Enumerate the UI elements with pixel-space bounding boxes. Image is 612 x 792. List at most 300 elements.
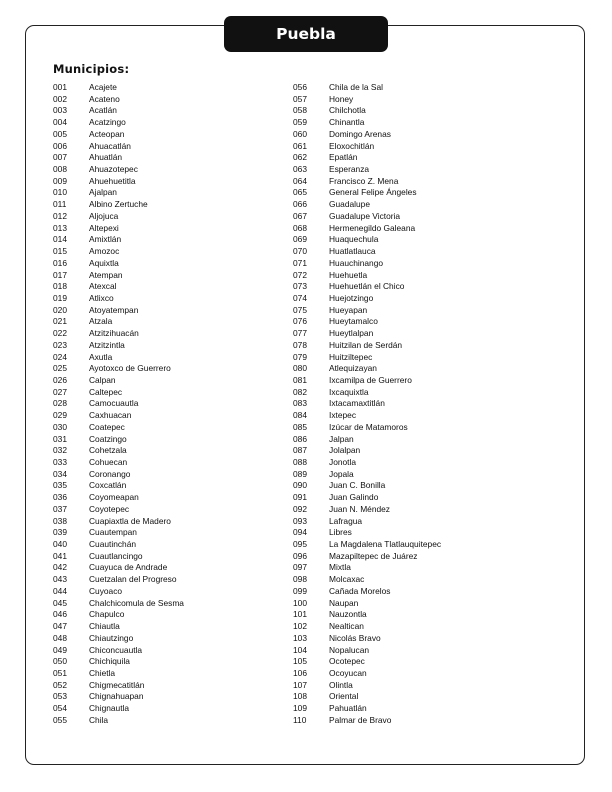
municipio-name: Naupan — [329, 597, 359, 608]
list-item — [53, 176, 278, 188]
list-item — [53, 504, 278, 516]
list-item — [293, 715, 563, 727]
municipio-code: 107 — [293, 679, 307, 690]
municipio-name: Cañada Morelos — [329, 585, 391, 596]
list-item — [53, 234, 278, 246]
list-item — [53, 387, 278, 399]
municipio-code: 086 — [293, 433, 307, 444]
municipio-code: 034 — [53, 468, 67, 479]
municipio-code: 104 — [293, 644, 307, 655]
list-item — [53, 316, 278, 328]
municipio-code: 063 — [293, 164, 307, 175]
municipio-name: Olintla — [329, 679, 353, 690]
list-item — [53, 480, 278, 492]
municipio-code: 005 — [53, 128, 67, 139]
municipio-code: 041 — [53, 550, 67, 561]
municipio-name: Nicolás Bravo — [329, 632, 381, 643]
municipio-name: Jolalpan — [329, 445, 361, 456]
municipio-name: Coronango — [89, 468, 131, 479]
municipio-code: 056 — [293, 82, 307, 92]
municipio-name: Amixtlán — [89, 234, 122, 245]
list-item — [53, 211, 278, 223]
municipio-name: Amozoc — [89, 246, 120, 257]
municipio-name: Atzitzintla — [89, 339, 125, 350]
list-item — [293, 516, 563, 528]
list-item — [53, 457, 278, 469]
municipio-code: 025 — [53, 363, 67, 374]
municipio-code: 106 — [293, 667, 307, 678]
municipio-code: 008 — [53, 164, 67, 175]
municipio-code: 057 — [293, 93, 307, 104]
municipio-name: Izúcar de Matamoros — [329, 421, 408, 432]
municipio-code: 053 — [53, 691, 67, 702]
list-item — [293, 656, 563, 668]
list-item — [293, 246, 563, 258]
list-item — [293, 187, 563, 199]
municipio-code: 075 — [293, 304, 307, 315]
list-item — [53, 598, 278, 610]
list-item — [53, 703, 278, 715]
list-item — [53, 328, 278, 340]
list-item — [293, 270, 563, 282]
municipio-name: Huatlatlauca — [329, 246, 376, 257]
municipio-code: 051 — [53, 667, 67, 678]
municipio-name: Hueyapan — [329, 304, 368, 315]
municipio-name: Acajete — [89, 82, 117, 92]
municipio-code: 072 — [293, 269, 307, 280]
list-item — [53, 246, 278, 258]
municipio-code: 066 — [293, 199, 307, 210]
municipio-code: 062 — [293, 152, 307, 163]
municipio-code: 031 — [53, 433, 67, 444]
list-item — [53, 82, 278, 94]
list-item — [293, 281, 563, 293]
municipio-name: Guadalupe Victoria — [329, 210, 401, 221]
municipio-name: Ocotepec — [329, 656, 365, 667]
municipio-code: 103 — [293, 632, 307, 643]
municipio-name: Ixcaquixtla — [329, 386, 369, 397]
list-item — [293, 129, 563, 141]
municipio-name: Ixtepec — [329, 410, 357, 421]
municipio-code: 087 — [293, 445, 307, 456]
municipio-code: 043 — [53, 574, 67, 585]
municipio-code: 026 — [53, 374, 67, 385]
municipio-code: 085 — [293, 421, 307, 432]
list-item — [293, 176, 563, 188]
municipio-name: Cuautinchán — [89, 539, 137, 550]
list-item — [293, 492, 563, 504]
list-item — [53, 668, 278, 680]
municipio-name: Atzitzihuacán — [89, 328, 139, 339]
municipio-code: 050 — [53, 656, 67, 667]
list-item — [53, 656, 278, 668]
list-item — [53, 574, 278, 586]
list-item — [293, 586, 563, 598]
municipio-code: 064 — [293, 175, 307, 186]
municipio-code: 042 — [53, 562, 67, 573]
list-item — [293, 434, 563, 446]
list-item — [53, 562, 278, 574]
municipio-code: 065 — [293, 187, 307, 198]
municipio-name: Guadalupe — [329, 199, 370, 210]
list-item — [293, 352, 563, 364]
municipio-code: 027 — [53, 386, 67, 397]
municipio-name: Oriental — [329, 691, 359, 702]
list-item — [293, 621, 563, 633]
list-item — [53, 281, 278, 293]
municipio-name: Cohuecan — [89, 457, 128, 467]
list-item — [293, 340, 563, 352]
municipio-code: 058 — [293, 105, 307, 116]
municipio-code: 078 — [293, 339, 307, 350]
municipio-code: 040 — [53, 539, 67, 550]
list-item — [53, 715, 278, 727]
list-item — [293, 82, 563, 94]
municipio-name: Nealtican — [329, 621, 364, 632]
list-item — [53, 586, 278, 598]
municipio-code: 048 — [53, 632, 67, 643]
list-item — [53, 305, 278, 317]
municipio-name: Acteopan — [89, 128, 125, 139]
list-item — [53, 633, 278, 645]
list-item — [293, 234, 563, 246]
list-item — [53, 691, 278, 703]
list-item — [293, 633, 563, 645]
municipio-name: Chiautzingo — [89, 632, 134, 643]
municipio-code: 083 — [293, 398, 307, 409]
municipio-name: Huehuetla — [329, 269, 368, 280]
list-item — [293, 445, 563, 457]
municipio-name: Nauzontla — [329, 609, 367, 620]
list-item — [293, 105, 563, 117]
list-item — [293, 387, 563, 399]
list-item — [53, 340, 278, 352]
municipio-code: 079 — [293, 351, 307, 362]
list-item — [53, 445, 278, 457]
municipio-name: Coatepec — [89, 421, 125, 432]
municipio-code: 001 — [53, 82, 67, 92]
municipio-name: Eloxochitlán — [329, 140, 375, 151]
municipio-code: 097 — [293, 562, 307, 573]
municipio-name: Huejotzingo — [329, 292, 374, 303]
municipio-name: Jonotla — [329, 457, 357, 467]
list-item — [53, 187, 278, 199]
municipio-name: Acateno — [89, 93, 120, 104]
municipio-name: Huehuetlán el Chico — [329, 281, 405, 292]
municipio-code: 076 — [293, 316, 307, 327]
municipio-code: 101 — [293, 609, 307, 620]
list-item — [53, 609, 278, 621]
municipio-name: Jalpan — [329, 433, 354, 444]
municipio-code: 024 — [53, 351, 67, 362]
list-item — [53, 141, 278, 153]
list-item — [293, 527, 563, 539]
list-item — [293, 480, 563, 492]
list-item — [293, 668, 563, 680]
municipio-code: 052 — [53, 679, 67, 690]
municipio-code: 090 — [293, 480, 307, 491]
municipio-name: Pahuatlán — [329, 703, 367, 714]
municipio-code: 061 — [293, 140, 307, 151]
list-item — [53, 492, 278, 504]
municipio-name: Mazapiltepec de Juárez — [329, 550, 418, 561]
list-item — [53, 293, 278, 305]
list-item — [293, 469, 563, 481]
municipio-code: 019 — [53, 292, 67, 303]
municipio-name: Jopala — [329, 468, 354, 479]
municipio-code: 095 — [293, 539, 307, 550]
municipio-code: 002 — [53, 93, 67, 104]
list-item — [53, 551, 278, 563]
municipio-code: 020 — [53, 304, 67, 315]
municipio-name: Molcaxac — [329, 574, 365, 585]
municipio-name: Acatzingo — [89, 117, 126, 128]
list-item — [293, 504, 563, 516]
municipio-list-left — [53, 82, 278, 727]
municipio-code: 080 — [293, 363, 307, 374]
municipio-name: Chila — [89, 714, 109, 725]
municipio-name: Coxcatlán — [89, 480, 127, 491]
list-item — [53, 645, 278, 657]
municipio-name: Chiconcuautla — [89, 644, 143, 655]
municipio-name: Huaquechula — [329, 234, 379, 245]
list-item — [53, 129, 278, 141]
municipio-name: Cuautlancingo — [89, 550, 143, 561]
municipio-code: 068 — [293, 222, 307, 233]
municipio-name: Aquixtla — [89, 257, 119, 268]
municipio-name: Albino Zertuche — [89, 199, 148, 210]
municipio-code: 018 — [53, 281, 67, 292]
municipio-code: 009 — [53, 175, 67, 186]
list-item — [293, 141, 563, 153]
municipio-code: 055 — [53, 714, 67, 725]
list-item — [53, 363, 278, 375]
municipio-name: General Felipe Ángeles — [329, 187, 417, 198]
municipio-name: Hueytlalpan — [329, 328, 374, 339]
municipio-name: Chignautla — [89, 703, 130, 714]
municipio-code: 049 — [53, 644, 67, 655]
municipio-code: 089 — [293, 468, 307, 479]
municipio-name: Chignahuapan — [89, 691, 144, 702]
municipio-name: Acatlán — [89, 105, 117, 116]
municipio-name: Cuapiaxtla de Madero — [89, 515, 171, 526]
list-item — [293, 457, 563, 469]
municipio-code: 096 — [293, 550, 307, 561]
municipio-code: 004 — [53, 117, 67, 128]
list-item — [53, 422, 278, 434]
municipio-name: Atzala — [89, 316, 113, 327]
municipio-code: 077 — [293, 328, 307, 339]
list-item — [53, 270, 278, 282]
municipio-name: Ajalpan — [89, 187, 117, 198]
municipio-code: 074 — [293, 292, 307, 303]
municipio-code: 067 — [293, 210, 307, 221]
list-item — [53, 539, 278, 551]
municipio-name: Mixtla — [329, 562, 351, 573]
municipio-name: Palmar de Bravo — [329, 714, 392, 725]
municipio-code: 088 — [293, 457, 307, 467]
municipio-name: Cohetzala — [89, 445, 127, 456]
municipio-code: 017 — [53, 269, 67, 280]
list-item — [293, 645, 563, 657]
municipio-code: 092 — [293, 503, 307, 514]
municipio-name: Caxhuacan — [89, 410, 132, 421]
municipio-name: Ahuacatlán — [89, 140, 131, 151]
list-item — [293, 574, 563, 586]
municipio-code: 091 — [293, 492, 307, 503]
list-item — [293, 363, 563, 375]
municipio-name: Caltepec — [89, 386, 123, 397]
municipio-code: 035 — [53, 480, 67, 491]
municipio-name: Juan N. Méndez — [329, 503, 390, 514]
municipio-name: Ahuazotepec — [89, 164, 138, 175]
municipio-name: Nopalucan — [329, 644, 370, 655]
municipio-name: Chigmecatitlán — [89, 679, 145, 690]
municipio-name: Lafragua — [329, 515, 363, 526]
municipio-code: 071 — [293, 257, 307, 268]
municipio-code: 054 — [53, 703, 67, 714]
municipio-name: Hueytamalco — [329, 316, 378, 327]
municipio-name: Honey — [329, 93, 354, 104]
municipio-name: Huitziltepec — [329, 351, 373, 362]
municipio-name: Domingo Arenas — [329, 128, 391, 139]
municipio-name: Atoyatempan — [89, 304, 139, 315]
list-item — [293, 316, 563, 328]
list-item — [293, 703, 563, 715]
list-item — [53, 375, 278, 387]
municipio-code: 081 — [293, 374, 307, 385]
municipio-code: 046 — [53, 609, 67, 620]
municipio-code: 059 — [293, 117, 307, 128]
list-item — [53, 621, 278, 633]
list-item — [293, 152, 563, 164]
municipio-name: La Magdalena Tlatlauquitepec — [329, 539, 442, 550]
municipio-name: Aljojuca — [89, 210, 119, 221]
municipio-code: 028 — [53, 398, 67, 409]
municipio-code: 007 — [53, 152, 67, 163]
municipio-name: Coyotepec — [89, 503, 130, 514]
list-item — [53, 164, 278, 176]
list-item — [53, 398, 278, 410]
municipio-code: 109 — [293, 703, 307, 714]
list-item — [293, 410, 563, 422]
list-item — [293, 598, 563, 610]
municipio-code: 010 — [53, 187, 67, 198]
page-title-tab — [224, 16, 388, 52]
list-item — [53, 223, 278, 235]
municipio-code: 044 — [53, 585, 67, 596]
list-item — [293, 562, 563, 574]
municipio-code: 012 — [53, 210, 67, 221]
municipio-list-right — [293, 82, 563, 727]
municipio-name: Ahuehuetitla — [89, 175, 136, 186]
list-item — [53, 516, 278, 528]
municipio-code: 006 — [53, 140, 67, 151]
municipio-code: 014 — [53, 234, 67, 245]
list-item — [293, 609, 563, 621]
municipio-code: 094 — [293, 527, 307, 538]
municipio-name: Cuayuca de Andrade — [89, 562, 168, 573]
list-item — [293, 691, 563, 703]
list-item — [53, 680, 278, 692]
municipio-code: 110 — [293, 714, 307, 725]
municipio-name: Huauchinango — [329, 257, 384, 268]
municipio-name: Esperanza — [329, 164, 370, 175]
list-item — [293, 398, 563, 410]
municipio-code: 093 — [293, 515, 307, 526]
list-item — [53, 469, 278, 481]
municipio-code: 099 — [293, 585, 307, 596]
municipio-name: Camocuautla — [89, 398, 139, 409]
list-item — [293, 293, 563, 305]
municipio-name: Libres — [329, 527, 352, 538]
municipio-name: Chinantla — [329, 117, 365, 128]
municipio-name: Francisco Z. Mena — [329, 175, 399, 186]
list-item — [293, 94, 563, 106]
municipio-code: 033 — [53, 457, 67, 467]
list-item — [293, 199, 563, 211]
municipio-name: Huitzilan de Serdán — [329, 339, 403, 350]
list-item — [293, 328, 563, 340]
list-item — [53, 199, 278, 211]
municipio-name: Cuautempan — [89, 527, 137, 538]
list-item — [53, 434, 278, 446]
municipio-code: 045 — [53, 597, 67, 608]
municipio-name: Calpan — [89, 374, 116, 385]
list-item — [53, 105, 278, 117]
municipio-name: Chichiquila — [89, 656, 130, 667]
municipio-name: Epatlán — [329, 152, 358, 163]
list-item — [53, 94, 278, 106]
municipio-code: 011 — [53, 199, 67, 210]
list-item — [293, 422, 563, 434]
page-title: Puebla — [276, 25, 336, 43]
list-item — [293, 305, 563, 317]
municipio-code: 036 — [53, 492, 67, 503]
section-heading: Municipios: — [53, 62, 130, 76]
municipio-code: 021 — [53, 316, 67, 327]
municipio-code: 015 — [53, 246, 67, 257]
municipio-name: Cuetzalan del Progreso — [89, 574, 177, 585]
municipio-name: Chalchicomula de Sesma — [89, 597, 184, 608]
municipio-code: 030 — [53, 421, 67, 432]
municipio-code: 047 — [53, 621, 67, 632]
municipio-code: 100 — [293, 597, 307, 608]
list-item — [53, 352, 278, 364]
municipio-name: Atlequizayan — [329, 363, 377, 374]
municipio-code: 105 — [293, 656, 307, 667]
list-item — [293, 258, 563, 270]
municipio-name: Juan Galindo — [329, 492, 379, 503]
list-item — [293, 211, 563, 223]
municipio-code: 102 — [293, 621, 307, 632]
list-item — [53, 258, 278, 270]
municipio-code: 023 — [53, 339, 67, 350]
municipio-code: 013 — [53, 222, 67, 233]
municipio-name: Chilchotla — [329, 105, 366, 116]
municipio-code: 016 — [53, 257, 67, 268]
list-item — [293, 164, 563, 176]
list-item — [53, 117, 278, 129]
municipio-name: Ixcamilpa de Guerrero — [329, 374, 412, 385]
list-item — [293, 539, 563, 551]
municipio-code: 032 — [53, 445, 67, 456]
list-item — [53, 410, 278, 422]
municipio-code: 098 — [293, 574, 307, 585]
municipio-name: Altepexi — [89, 222, 119, 233]
list-item — [293, 117, 563, 129]
municipio-name: Chapulco — [89, 609, 125, 620]
